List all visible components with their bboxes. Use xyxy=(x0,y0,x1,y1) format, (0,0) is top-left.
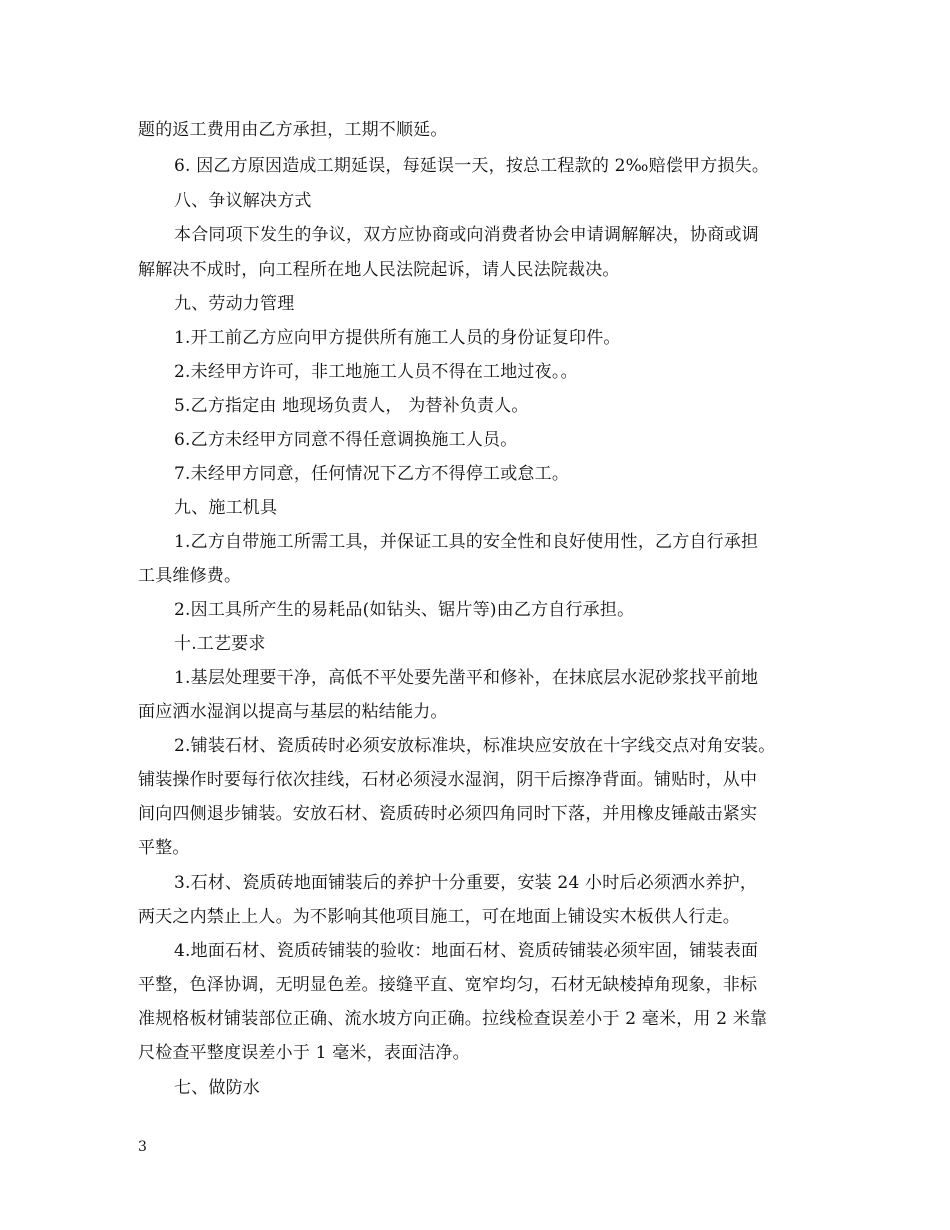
text-line: 1.开工前乙方应向甲方提供所有施工人员的身份证复印件。 xyxy=(174,328,621,348)
section-heading: 十.工艺要求 xyxy=(174,634,266,654)
text-line: 1.基层处理要干净，高低不平处要先凿平和修补，在抹底层水泥砂浆找平前地 xyxy=(174,668,759,688)
text-line: 两天之内禁止上人。为不影响其他项目施工，可在地面上铺设实木板供人行走。 xyxy=(138,907,740,927)
text-line: 间向四侧退步铺装。安放石材、瓷质砖时必须四角同时下落，并用橡皮锤敲击紧实 xyxy=(138,804,758,824)
text-line: 6.乙方未经甲方同意不得任意调换施工人员。 xyxy=(174,430,518,450)
text-line: 3.石材、瓷质砖地面铺装后的养护十分重要，安装 24 小时后必须洒水养护， xyxy=(174,873,758,893)
text-line: 平整，色泽协调，无明显色差。接缝平直、宽窄均匀，石材无缺棱掉角现象，非标 xyxy=(138,975,758,995)
text-line: 5.乙方指定由 地现场负责人， 为替补负责人。 xyxy=(174,396,529,416)
page-number: 3 xyxy=(138,1139,147,1155)
text-line: 2.未经甲方许可，非工地施工人员不得在工地过夜。。 xyxy=(174,362,578,382)
text-line: 4.地面石材、瓷质砖铺装的验收：地面石材、瓷质砖铺装必须牢固，铺装表面 xyxy=(174,941,759,961)
text-line: 平整。 xyxy=(138,838,190,858)
text-line: 6. 因乙方原因造成工期延误，每延误一天，按总工程款的 2‰赔偿甲方损失。 xyxy=(174,156,770,176)
text-line: 尺检查平整度误差小于 1 毫米，表面洁净。 xyxy=(138,1043,470,1063)
text-line: 解解决不成时，向工程所在地人民法院起诉，请人民法院裁决。 xyxy=(138,260,620,280)
text-line: 工具维修费。 xyxy=(138,566,242,586)
text-line: 铺装操作时要每行依次挂线，石材必须浸水湿润，阴干后擦净背面。铺贴时，从中 xyxy=(138,770,758,790)
section-heading: 八、争议解决方式 xyxy=(174,191,312,211)
text-line: 准规格板材铺装部位正确、流水坡方向正确。拉线检查误差小于 2 毫米，用 2 米靠 xyxy=(138,1009,768,1029)
text-line: 1.乙方自带施工所需工具，并保证工具的安全性和良好使用性，乙方自行承担 xyxy=(174,532,759,552)
text-line: 面应洒水湿润以提高与基层的粘结能力。 xyxy=(138,702,448,722)
text-line: 2.因工具所产生的易耗品(如钻头、锯片等)由乙方自行承担。 xyxy=(174,600,635,620)
section-heading: 九、劳动力管理 xyxy=(174,294,295,314)
text-line: 2.铺装石材、瓷质砖时必须安放标准块，标准块应安放在十字线交点对角安装。 xyxy=(174,736,776,756)
text-line: 本合同项下发生的争议，双方应协商或向消费者协会申请调解解决，协商或调 xyxy=(174,225,759,245)
text-line: 7.未经甲方同意，任何情况下乙方不得停工或怠工。 xyxy=(174,464,570,484)
section-heading: 七、做防水 xyxy=(174,1078,260,1098)
section-heading: 九、施工机具 xyxy=(174,498,278,518)
text-line: 题的返工费用由乙方承担，工期不顺延。 xyxy=(138,120,448,140)
